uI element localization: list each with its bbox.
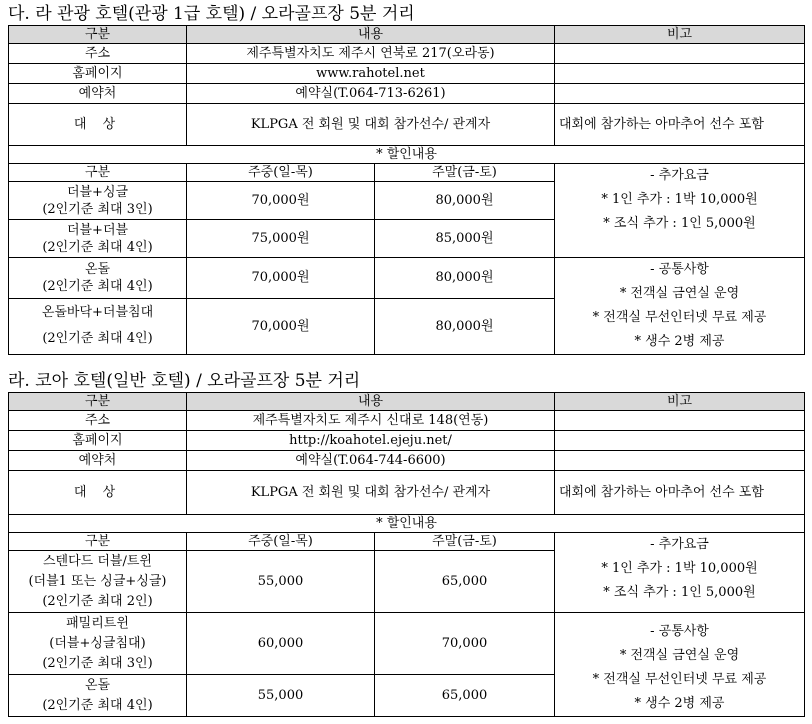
reservation-note bbox=[555, 451, 805, 471]
discount-header-weekend: 주말(금-토) bbox=[375, 533, 555, 551]
header-category: 구분 bbox=[9, 393, 187, 411]
reservation-label: 예약처 bbox=[9, 84, 187, 104]
weekday-price: 55,000 bbox=[187, 551, 375, 613]
common-items-note: - 공통사항 * 전객실 금연실 운영 * 전객실 무선인터넷 무료 제공 * 생수 2병 제공 bbox=[555, 258, 805, 355]
discount-header-type: 구분 bbox=[9, 533, 187, 551]
weekend-price: 80,000원 bbox=[375, 298, 555, 355]
target-value: KLPGA 전 회원 및 대회 참가선수/ 관계자 bbox=[187, 104, 555, 146]
extra-charges-note: - 추가요금 * 1인 추가 : 1박 10,000원 * 조식 추가 : 1인 5,000원 bbox=[555, 533, 805, 613]
weekday-price: 75,000원 bbox=[187, 220, 375, 258]
target-note: 대회에 참가하는 아마추어 선수 포함 bbox=[559, 485, 764, 500]
weekend-price: 80,000원 bbox=[375, 258, 555, 299]
reservation-note bbox=[555, 84, 805, 104]
address-value: 제주특별자치도 제주시 신대로 148(연동) bbox=[187, 411, 555, 431]
hotel-info-table bbox=[8, 25, 805, 355]
weekend-price: 65,000 bbox=[375, 675, 555, 717]
header-remarks: 비고 bbox=[555, 26, 805, 44]
room-type: 더블+싱글 (2인기준 최대 3인) bbox=[9, 182, 187, 220]
header-content: 내용 bbox=[187, 393, 555, 411]
discount-title: * 할인내용 bbox=[9, 146, 805, 164]
weekday-price: 60,000 bbox=[187, 613, 375, 675]
common-items-note: - 공통사항 * 전객실 금연실 운영 * 전객실 무선인터넷 무료 제공 * 생수 2병 제공 bbox=[555, 613, 805, 717]
weekend-price: 65,000 bbox=[375, 551, 555, 613]
table-row bbox=[9, 613, 805, 675]
discount-header-type: 구분 bbox=[9, 164, 187, 182]
extra-charges-note: - 추가요금 * 1인 추가 : 1박 10,000원 * 조식 추가 : 1인 5,000원 bbox=[555, 164, 805, 258]
address-label: 주소 bbox=[9, 411, 187, 431]
weekday-price: 70,000원 bbox=[187, 258, 375, 299]
hotel-info-table bbox=[8, 392, 805, 717]
section-title: 다. 라 관광 호텔(관광 1급 호텔) / 오라골프장 5분 거리 bbox=[8, 4, 415, 24]
homepage-label: 홈페이지 bbox=[9, 431, 187, 451]
room-type: 스텐다드 더블/트윈 (더블1 또는 싱글+싱글) (2인기준 최대 2인) bbox=[9, 551, 187, 613]
weekday-price: 70,000원 bbox=[187, 182, 375, 220]
target-value: KLPGA 전 회원 및 대회 참가선수/ 관계자 bbox=[187, 471, 555, 515]
discount-header-weekday: 주중(일-목) bbox=[187, 164, 375, 182]
room-type: 온돌바닥+더블침대 (2인기준 최대 4인) bbox=[9, 298, 187, 355]
weekend-price: 80,000원 bbox=[375, 182, 555, 220]
address-note bbox=[555, 411, 805, 431]
address-note bbox=[555, 44, 805, 64]
room-type: 온돌 (2인기준 최대 4인) bbox=[9, 675, 187, 717]
target-note: 대회에 참가하는 아마추어 선수 포함 bbox=[559, 117, 764, 132]
discount-header-weekend: 주말(금-토) bbox=[375, 164, 555, 182]
weekday-price: 70,000원 bbox=[187, 298, 375, 355]
header-remarks: 비고 bbox=[555, 393, 805, 411]
weekend-price: 70,000 bbox=[375, 613, 555, 675]
weekday-price: 55,000 bbox=[187, 675, 375, 717]
room-type: 패밀리트윈 (더블+싱글침대) (2인기준 최대 3인) bbox=[9, 613, 187, 675]
address-label: 주소 bbox=[9, 44, 187, 64]
homepage-label: 홈페이지 bbox=[9, 64, 187, 84]
header-category: 구분 bbox=[9, 26, 187, 44]
room-type: 온돌 (2인기준 최대 4인) bbox=[9, 258, 187, 299]
homepage-value: http://koahotel.ejeju.net/ bbox=[187, 431, 555, 451]
header-content: 내용 bbox=[187, 26, 555, 44]
reservation-value: 예약실(T.064-744-6600) bbox=[187, 451, 555, 471]
reservation-label: 예약처 bbox=[9, 451, 187, 471]
homepage-value: www.rahotel.net bbox=[187, 64, 555, 84]
homepage-note bbox=[555, 64, 805, 84]
discount-header-weekday: 주중(일-목) bbox=[187, 533, 375, 551]
reservation-value: 예약실(T.064-713-6261) bbox=[187, 84, 555, 104]
target-label: 대 상 bbox=[9, 104, 187, 146]
homepage-note bbox=[555, 431, 805, 451]
discount-title: * 할인내용 bbox=[9, 515, 805, 533]
section-title: 라. 코아 호텔(일반 호텔) / 오라골프장 5분 거리 bbox=[8, 371, 361, 391]
room-type: 더블+더블 (2인기준 최대 4인) bbox=[9, 220, 187, 258]
target-label: 대 상 bbox=[9, 471, 187, 515]
address-value: 제주특별자치도 제주시 연북로 217(오라동) bbox=[187, 44, 555, 64]
weekend-price: 85,000원 bbox=[375, 220, 555, 258]
table-row bbox=[9, 258, 805, 299]
